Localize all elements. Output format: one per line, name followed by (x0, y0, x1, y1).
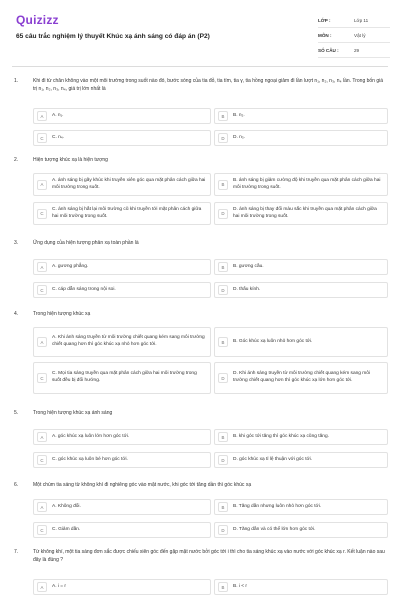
option-letter: B (218, 180, 228, 190)
question-text: Khi đi từ chân không vào một môi trường trong suốt nào đó, bước sóng của tia đỏ, tia tím, tia γ, tia hồng ngoại giảm đi lần lượt n₁, n₂, n₃, n₄ lần. Trong bốn giá trị n₁, n₂, n₃, n₄, giá trị lớn nhất là (33, 78, 384, 92)
question-number: 5. (14, 410, 19, 416)
meta-subject-label: MÔN : (318, 32, 332, 38)
option-b[interactable] (214, 173, 388, 196)
option-a[interactable] (33, 173, 211, 196)
option-c[interactable] (33, 522, 211, 538)
meta-class-label: LỚP : (318, 17, 331, 23)
question-text: Trong hiện tượng khúc xạ ánh sáng (33, 410, 113, 416)
meta-count-value: 29 (354, 47, 360, 53)
option-c[interactable] (33, 362, 211, 394)
header-divider (12, 66, 388, 67)
option-text: A. n₁. (52, 112, 64, 118)
option-text: D. n₃. (233, 134, 246, 140)
option-a[interactable] (33, 108, 211, 124)
meta-subject-row (318, 28, 390, 43)
option-text: A. i = r (52, 583, 66, 589)
option-letter: B (218, 432, 228, 442)
option-text: B. gương cầu. (233, 263, 264, 269)
question-number: 3. (14, 240, 19, 246)
option-text: D. góc khúc xạ tỉ lệ thuận với góc tới. (233, 456, 313, 462)
option-c[interactable] (33, 202, 211, 225)
meta-subject-value: Vật lý (354, 32, 366, 38)
option-letter: C (37, 209, 47, 219)
option-text: A. gương phẳng. (52, 263, 89, 269)
option-c[interactable] (33, 282, 211, 298)
option-letter: D (218, 373, 228, 383)
quizizz-logo: Quizizz (16, 13, 59, 27)
option-text: A. góc khúc xạ luôn lớn hơn góc tới. (52, 433, 130, 439)
meta-class-value: Lớp 11 (354, 17, 369, 23)
option-d[interactable] (214, 362, 388, 394)
option-letter: C (37, 373, 47, 383)
option-b[interactable] (214, 499, 388, 515)
meta-count-row (318, 43, 390, 58)
option-b[interactable] (214, 429, 388, 445)
option-text: B. Tăng dần nhưng luôn nhỏ hơn góc tới. (233, 503, 322, 509)
option-text: C. n₄. (52, 134, 65, 140)
option-text: D. Tăng dần và có thể lớn hơn góc tới. (233, 526, 316, 532)
option-letter: B (218, 262, 228, 272)
option-d[interactable] (214, 522, 388, 538)
option-letter: D (218, 285, 228, 295)
option-letter: A (37, 262, 47, 272)
option-letter: D (218, 133, 228, 143)
option-letter: C (37, 285, 47, 295)
question-number: 7. (14, 549, 19, 555)
option-a[interactable] (33, 429, 211, 445)
meta-count-label: SỐ CÂU : (318, 47, 339, 53)
option-letter: A (37, 502, 47, 512)
option-b[interactable] (214, 579, 388, 595)
option-letter: C (37, 525, 47, 535)
option-text: D. ánh sáng bị thay đổi màu sắc khi truyền qua mặt phân cách giữa hai môi trường trong suốt. (233, 206, 377, 219)
option-b[interactable] (214, 327, 388, 357)
question-number: 6. (14, 482, 19, 488)
question-number: 2. (14, 157, 19, 163)
option-a[interactable] (33, 327, 211, 357)
option-letter: A (37, 337, 47, 347)
question-text: Một chùm tia sáng từ không khí đi nghiêng góc vào mặt nước, khi góc tới tăng dần thì góc khúc xạ (33, 482, 252, 488)
option-letter: B (218, 502, 228, 512)
option-text: C. góc khúc xạ luôn bé hơn góc tới. (52, 456, 128, 462)
option-letter: B (218, 111, 228, 121)
question-number: 4. (14, 311, 19, 317)
page-title: 65 câu trắc nghiệm lý thuyết Khúc xạ ánh sáng có đáp án (P2) (16, 33, 210, 40)
quiz-meta (318, 13, 390, 58)
option-a[interactable] (33, 259, 211, 275)
option-text: A. ánh sáng bị gãy khúc khi truyền xiên góc qua mặt phân cách giữa hai môi trường trong suốt. (52, 177, 206, 190)
option-text: C. Mọi tia sáng truyền qua mặt phân cách giữa hai môi trường trong suốt đều bị đổi hướng. (52, 371, 197, 383)
page-header (0, 0, 400, 66)
option-b[interactable] (214, 259, 388, 275)
question-text: Ứng dụng của hiện tượng phản xạ toàn phần là (33, 240, 139, 246)
option-a[interactable] (33, 499, 211, 515)
option-text: A. Khi ánh sáng truyền từ môi trường chiết quang kém sang môi trường chiết quang hơn thì góc khúc xạ nhỏ hơn góc tới. (52, 335, 205, 347)
option-text: B. n₂. (233, 112, 245, 118)
option-b[interactable] (214, 108, 388, 124)
option-letter: A (37, 582, 47, 592)
question-text: Hiện tượng khúc xạ là hiện tượng (33, 157, 108, 163)
option-text: C. Giảm dần. (52, 526, 81, 532)
question-text: Từ không khí, một tia sáng đơn sắc được chiếu xiên góc đến gặp mặt nước bởi góc tới i thì cho tia sáng khúc xạ vào nước với góc khúc xạ r. Kết luận nào sau đây là đúng ? (33, 549, 385, 563)
option-d[interactable] (214, 202, 388, 225)
option-letter: D (218, 455, 228, 465)
option-letter: A (37, 432, 47, 442)
option-d[interactable] (214, 282, 388, 298)
option-text: B. ánh sáng bị giảm cường độ khi truyền qua mặt phân cách giữa hai môi trường trong suốt. (233, 177, 381, 190)
option-text: B. Góc khúc xạ luôn nhỏ hơn góc tới. (233, 338, 313, 344)
question-number: 1. (14, 78, 19, 84)
option-c[interactable] (33, 452, 211, 468)
option-text: A. Không đổi. (52, 503, 81, 509)
option-letter: C (37, 455, 47, 465)
option-letter: A (37, 180, 47, 190)
option-letter: C (37, 133, 47, 143)
option-text: C. cáp dẫn sáng trong nội soi. (52, 286, 116, 292)
option-c[interactable] (33, 130, 211, 146)
option-letter: B (218, 337, 228, 347)
option-text: C. ánh sáng bị hắt lại môi trường cũ khi truyền tới mặt phân cách giữa hai môi trường trong suốt. (52, 206, 202, 219)
option-a[interactable] (33, 579, 211, 595)
option-d[interactable] (214, 130, 388, 146)
question-text: Trong hiện tượng khúc xạ (33, 311, 91, 317)
option-letter: D (218, 525, 228, 535)
option-text: B. khi góc tới tăng thì góc khúc xạ cũng tăng. (233, 433, 329, 439)
option-letter: B (218, 582, 228, 592)
option-d[interactable] (214, 452, 388, 468)
option-text: D. thấu kính. (233, 286, 261, 292)
option-letter: A (37, 111, 47, 121)
option-text: D. Khi ánh sáng truyền từ môi trường chiết quang kém sang môi trường chiết quang hơn thì góc khúc xạ lớn hơn góc tới. (233, 371, 371, 383)
option-letter: D (218, 209, 228, 219)
meta-class-row (318, 13, 390, 28)
option-text: B. i < r (233, 583, 247, 589)
